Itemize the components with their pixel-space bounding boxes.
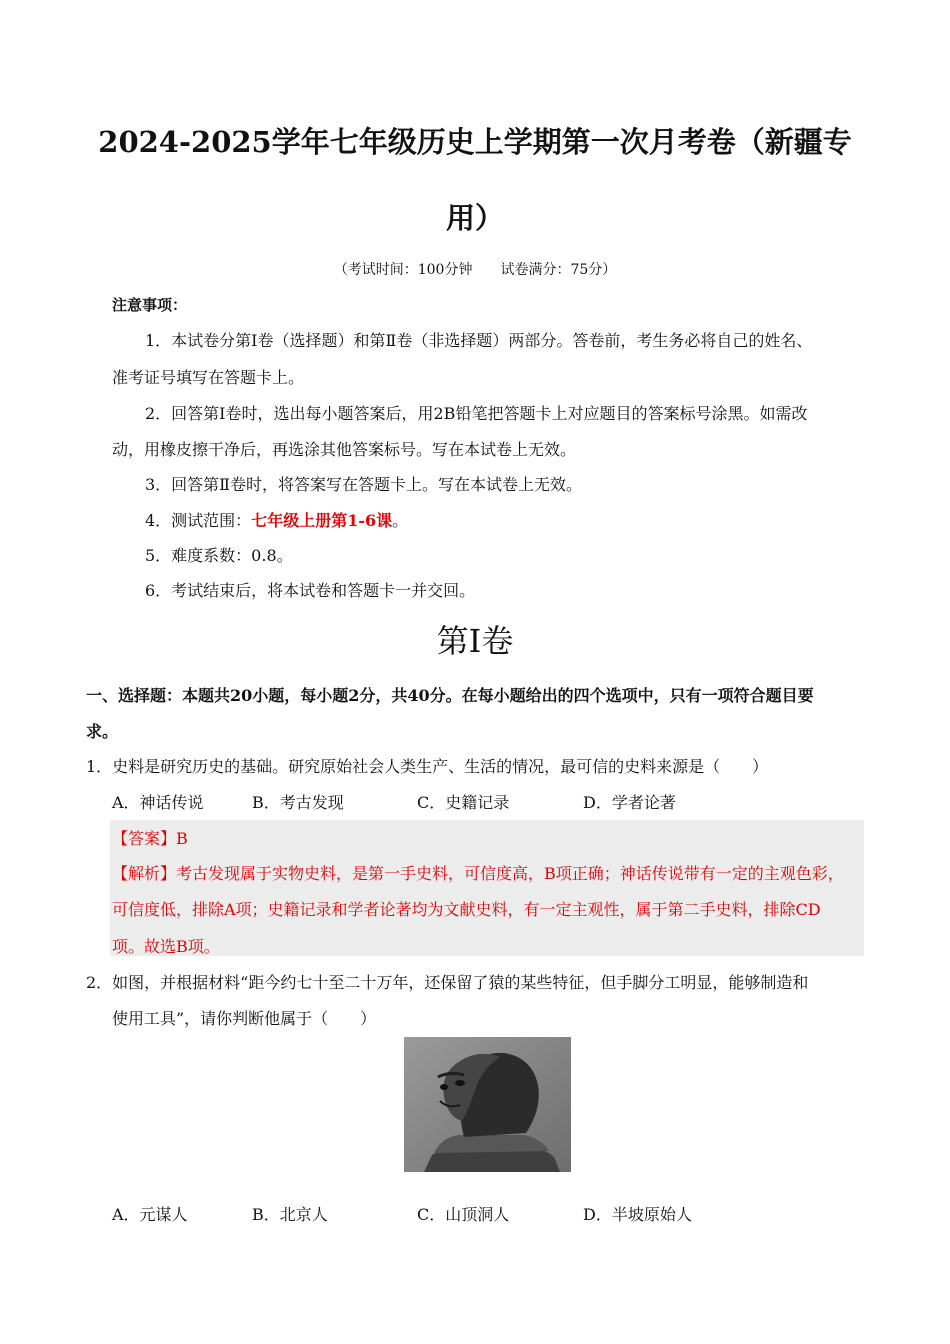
question-2-option-b: B．北京人 xyxy=(252,1205,328,1224)
section-instructions: 一、选择题：本题共20小题，每小题2分，共40分。在每小题给出的四个选项中，只有一项符合题目要 xyxy=(86,686,814,705)
question-1-analysis-end: 项。故选B项。 xyxy=(112,937,220,956)
page-title-line2: 用） xyxy=(445,201,504,235)
question-1-option-b: B．考古发现 xyxy=(252,793,344,812)
question-2-option-c: C．山顶洞人 xyxy=(417,1205,510,1224)
exam-meta: （考试时间：100分钟 试卷满分：75分） xyxy=(333,262,617,278)
answer-analysis-box xyxy=(110,820,864,956)
hominid-bust-illustration xyxy=(404,1037,571,1172)
notice-item-2: 2．回答第Ⅰ卷时，选出每小题答案后，用2B铅笔把答题卡上对应题目的答案标号涂黑。如需改 xyxy=(145,404,808,423)
notice-item-1-cont: 准考证号填写在答题卡上。 xyxy=(112,368,305,387)
question-1-option-d: D．学者论著 xyxy=(583,793,676,812)
question-2-stem-cont: 使用工具”，请你判断他属于（ ） xyxy=(112,1009,377,1028)
notice-item-4-prefix: 4．测试范围： xyxy=(145,511,252,530)
question-1-analysis: 【解析】考古发现属于实物史料，是第一手史料，可信度高，B项正确；神话传说带有一定的主观色彩， xyxy=(112,864,844,883)
notice-heading: 注意事项： xyxy=(112,296,188,314)
question-1-stem: 1．史料是研究历史的基础。研究原始社会人类生产、生活的情况，最可信的史料来源是（ ） xyxy=(86,757,769,776)
section-instructions-cont: 求。 xyxy=(86,722,119,741)
notice-item-1: 1．本试卷分第Ⅰ卷（选择题）和第Ⅱ卷（非选择题）两部分。答卷前，考生务必将自己的姓名、 xyxy=(145,331,813,350)
question-2-stem: 2．如图，并根据材料“距今约七十至二十万年，还保留了猿的某些特征，但手脚分工明显，能够制造和 xyxy=(86,973,809,992)
question-2-option-a: A．元谋人 xyxy=(112,1205,188,1224)
notice-item-4-suffix: 。 xyxy=(392,511,409,530)
question-1-analysis-cont: 可信度低，排除A项；史籍记录和学者论著均为文献史料，有一定主观性，属于第二手史料，排除CD xyxy=(112,900,821,919)
notice-item-2-cont: 动，用橡皮擦干净后，再选涂其他答案标号。写在本试卷上无效。 xyxy=(112,440,577,459)
question-1-option-a: A．神话传说 xyxy=(112,793,204,812)
page-title-line1: 2024-2025学年七年级历史上学期第一次月考卷（新疆专 xyxy=(98,125,852,159)
test-scope-highlight: 七年级上册第1-6课 xyxy=(251,511,393,530)
question-2-option-d: D．半坡原始人 xyxy=(583,1205,692,1224)
hominid-bust-photo xyxy=(404,1037,571,1172)
section-heading: 第Ⅰ卷 xyxy=(436,622,514,660)
question-1-answer: 【答案】B xyxy=(112,829,188,848)
question-1-option-c: C．史籍记录 xyxy=(417,793,510,812)
notice-item-3: 3．回答第Ⅱ卷时，将答案写在答题卡上。写在本试卷上无效。 xyxy=(145,475,583,494)
notice-item-4 xyxy=(145,508,408,531)
notice-item-6: 6．考试结束后，将本试卷和答题卡一并交回。 xyxy=(145,581,476,600)
notice-item-5: 5．难度系数：0.8。 xyxy=(145,546,293,565)
